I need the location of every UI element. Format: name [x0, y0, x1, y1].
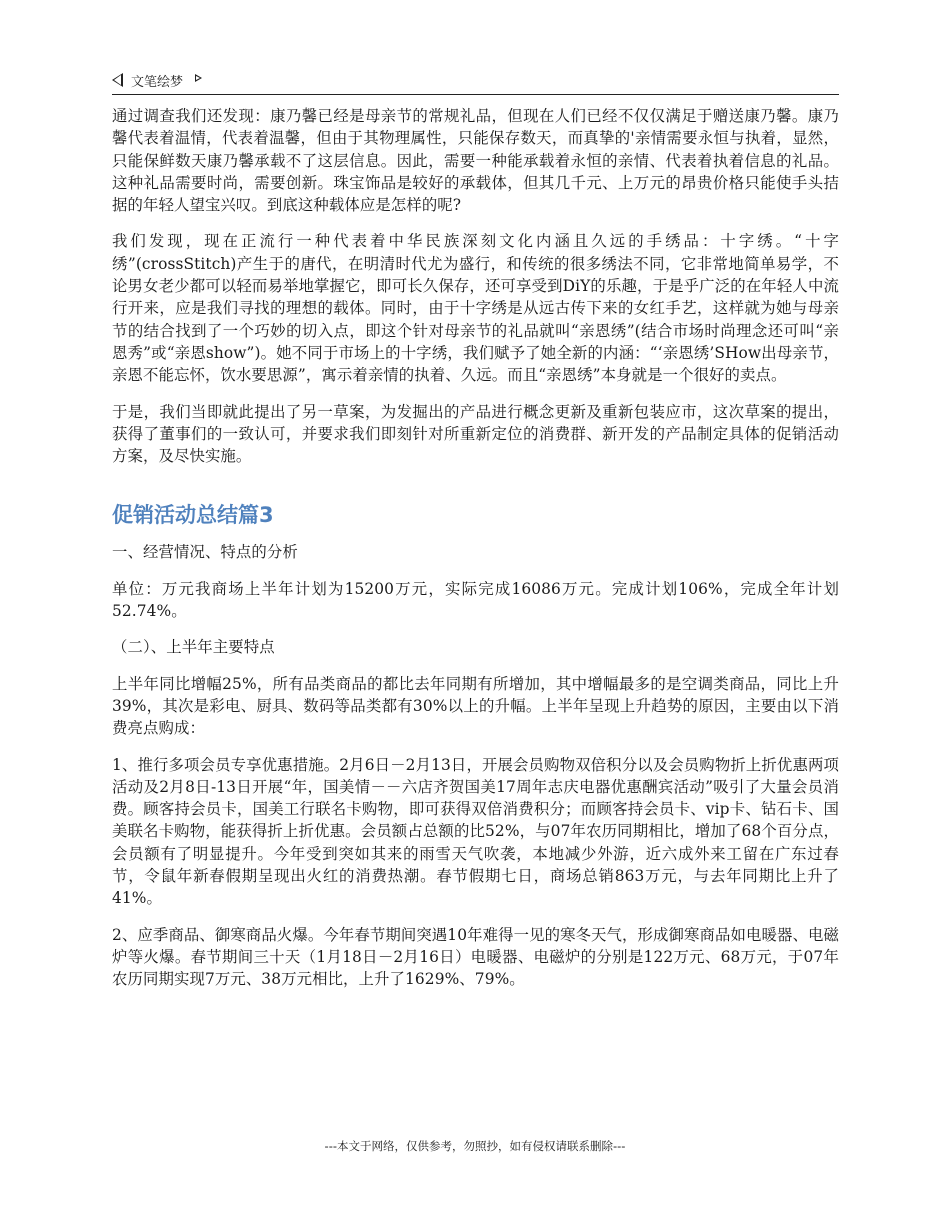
- section-paragraph: 一、经营情况、特点的分析: [112, 543, 298, 562]
- section-heading: 促销活动总结篇3: [112, 503, 274, 528]
- intro-paragraph: 通过调查我们还发现：康乃馨已经是母亲节的常规礼品，但现在人们已经不仅仅满足于赠送康乃馨。康乃馨代表着温情，代表着温馨，但由于其物理属性，只能保存数天，而真挚的'亲情需要永恒与执着，显然，只能保鲜数天康乃馨承载不了这层信息。因此，需要一种能承载着永恒的亲情、代表着执着信息的礼品。这种礼品需要时尚，需要创新。珠宝饰品是较好的承载体，但其几千元、上万元的昂贵价格只能使手头拮据的年轻人望宝兴叹。到底这种载体应是怎样的呢?: [112, 107, 839, 215]
- footer-notice: ---本文于网络，仅供参考，勿照抄，如有侵权请联系删除---: [324, 1139, 626, 1153]
- section-paragraph: 1、推行多项会员专享优惠措施。2月6日－2月13日，开展会员购物双倍积分以及会员购物折上折优惠两项活动及2月8日-13日开展“年，国美情－－六店齐贺国美17周年志庆电器优惠酬宾活动”吸引了大量会员消费。顾客持会员卡，国美工行联名卡购物，即可获得双倍消费积分；而顾客持会员卡、vip卡、钻石卡、国美联名卡购物，能获得折上折优惠。会员额占总额的比52%，与07年农历同期相比，增加了68个百分点，会员额有了明显提升。今年受到突如其来的雨雪天气吹袭，本地减少外游，近六成外来工留在广东过春节，令鼠年新春假期呈现出火红的消费热潮。春节假期七日，商场总销863万元，与去年同期比上升了41%。: [112, 755, 839, 908]
- page-header: [112, 66, 839, 95]
- header-title: 文笔绘梦: [131, 74, 184, 90]
- triangle-left-outline-icon: [112, 73, 123, 87]
- intro-paragraph: 于是，我们当即就此提出了另一草案，为发掘出的产品进行概念更新及重新包装应市，这次草案的提出，获得了董事们的一致认可，并要求我们即刻针对所重新定位的消费群、新开发的产品制定具体的促销活动方案，及尽快实施。: [112, 402, 839, 466]
- section-paragraph: 2、应季商品、御寒商品火爆。今年春节期间突遇10年难得一见的寒冬天气，形成御寒商品如电暖器、电磁炉等火爆。春节期间三十天（1月18日－2月16日）电暖器、电磁炉的分别是122万元、68万元，于07年农历同期实现7万元、38万元相比，上升了1629%、79%。: [112, 925, 839, 989]
- section-paragraph: （二）、上半年主要特点: [112, 638, 275, 657]
- document-body: [112, 105, 839, 991]
- section-paragraph: 上半年同比增幅25%，所有品类商品的都比去年同期有所增加，其中增幅最多的是空调类商品，同比上升39%，其次是彩电、厨具、数码等品类都有30%以上的升幅。上半年呈现上升趋势的原因，主要由以下消费亮点购成：: [112, 674, 839, 738]
- triangle-right-outline-icon: [195, 74, 202, 82]
- document-page: [112, 66, 839, 1005]
- section-paragraph: 单位：万元我商场上半年计划为15200万元，实际完成16086万元。完成计划106%，完成全年计划52.74%。: [112, 579, 839, 621]
- intro-paragraph: 我们发现，现在正流行一种代表着中华民族深刻文化内涵且久远的手绣品：十字绣。“十字绣”(crossStitch)产生于的唐代，在明清时代尤为盛行，和传统的很多绣法不同，它非常地简单易学，不论男女老少都可以轻而易举地掌握它，即可长久保存，还可享受到DiY的乐趣，于是乎广泛的在年轻人中流行开来，应是我们寻找的理想的载体。同时，由于十字绣是从远古传下来的女红手艺，这样就为她与母亲节的结合找到了一个巧妙的切入点，即这个针对母亲节的礼品就叫“亲恩绣”(结合市场时尚理念还可叫“亲恩秀”或“亲恩show”)。她不同于市场上的十字绣，我们赋予了她全新的内涵：“‘亲恩绣’SHow出母亲节，亲恩不能忘怀，饮水要思源”，寓示着亲情的执着、久远。而且“亲恩绣”本身就是一个很好的卖点。: [112, 232, 839, 385]
